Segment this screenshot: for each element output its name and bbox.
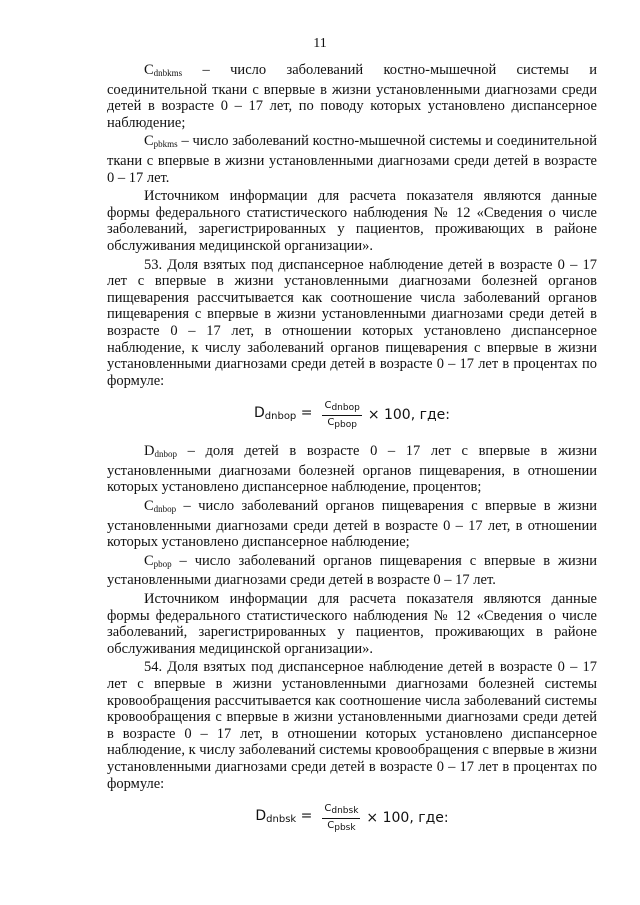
definition-d-dnbop	[107, 443, 597, 496]
paragraph-item-54: 54. Доля взятых под диспансерное наблюдение детей в возрасте 0 – 17 лет с впервые в жизни установленными диагнозами болезней системы кровообращения рассчитывается как соотношение числа заболеваний системы кровообращения с впервые в жизни установленными диагнозами среди детей в возрасте 0 – 17 лет, в отношении которых установлено диспансерное наблюдение, к числу заболеваний системы кровообращения с впервые в жизни установленными диагнозами среди детей в возрасте 0 – 17 лет в процентах по формуле:	[107, 659, 597, 792]
definition-text: – число заболеваний костно-мышечной системы и соединительной ткани с впервые в жизни установленными диагнозами среди детей в возрасте 0 – 17 лет, по поводу которых установлено диспансерное наблюдение;	[107, 62, 597, 131]
paragraph-item-53: 53. Доля взятых под диспансерное наблюдение детей в возрасте 0 – 17 лет с впервые в жизни установленными диагнозами болезней органов пищеварения рассчитывается как соотношение числа заболеваний органов пищеварения с впервые в жизни установленными диагнозами среди детей в возрасте 0 – 17 лет, в отношении которых установлено диспансерное наблюдение, к числу заболеваний органов пищеварения с впервые в жизни установленными диагнозами среди детей в возрасте 0 – 17 лет в процентах по формуле:	[107, 256, 597, 389]
term-symbol: $D_{dnbop}$	[144, 443, 177, 460]
formula-lhs: $D_{dnbop}$ =	[254, 404, 313, 422]
term-symbol: $C_{pbop}$	[144, 552, 172, 569]
definition-c-dnbop	[107, 498, 597, 551]
formula-fraction	[322, 803, 360, 834]
fraction-denominator: $C_{pbop}$	[327, 416, 357, 430]
term-symbol: $C_{pbkms}$	[144, 133, 178, 150]
definition-text: – число заболеваний органов пищеварения с впервые в жизни установленными диагнозами среди детей в возрасте 0 – 17 лет.	[107, 552, 597, 589]
definition-text: – число заболеваний органов пищеварения с впервые в жизни установленными диагнозами среди детей в возрасте 0 – 17 лет, в отношении которых установлено диспансерное наблюдение;	[107, 498, 597, 551]
term-symbol: $C_{dnbkms}$	[144, 62, 183, 78]
fraction-denominator: $C_{pbsk}$	[327, 819, 356, 833]
page-number: 11	[313, 36, 327, 51]
formula-lhs: $D_{dnbsk}$ =	[255, 807, 313, 825]
document-body	[107, 62, 597, 846]
formula-tail: × 100, где:	[366, 809, 449, 826]
formula-d-dnbop	[107, 395, 597, 435]
fraction-numerator: $C_{dnbsk}$	[322, 803, 360, 819]
definition-text: – доля детей в возрасте 0 – 17 лет с впервые в жизни установленными диагнозами болезней органов пищеварения, в отношении которых установлено диспансерное наблюдение, процентов;	[107, 443, 597, 496]
definition-c-pbkms	[107, 133, 597, 186]
paragraph-source-2: Источником информации для расчета показателя являются данные формы федерального статистического наблюдения № 12 «Сведения о числе заболеваний, зарегистрированных у пациентов, проживающих в районе обслуживания медицинской организации».	[107, 591, 597, 657]
formula-fraction	[322, 400, 361, 431]
definition-c-dnbkms	[107, 62, 597, 131]
formula-tail: × 100, где:	[367, 406, 450, 423]
definition-text: – число заболеваний костно-мышечной системы и соединительной ткани с впервые в жизни установленными диагнозами среди детей в возрасте 0 – 17 лет.	[107, 133, 597, 186]
definition-c-pbop	[107, 553, 597, 589]
formula-d-dnbsk	[107, 798, 597, 838]
term-symbol: $C_{dnbop}$	[144, 498, 177, 515]
paragraph-source-1: Источником информации для расчета показателя являются данные формы федерального статистического наблюдения № 12 «Сведения о числе заболеваний, зарегистрированных у пациентов, проживающих в районе обслуживания медицинской организации».	[107, 188, 597, 254]
fraction-numerator: $C_{dnbop}$	[322, 400, 361, 416]
